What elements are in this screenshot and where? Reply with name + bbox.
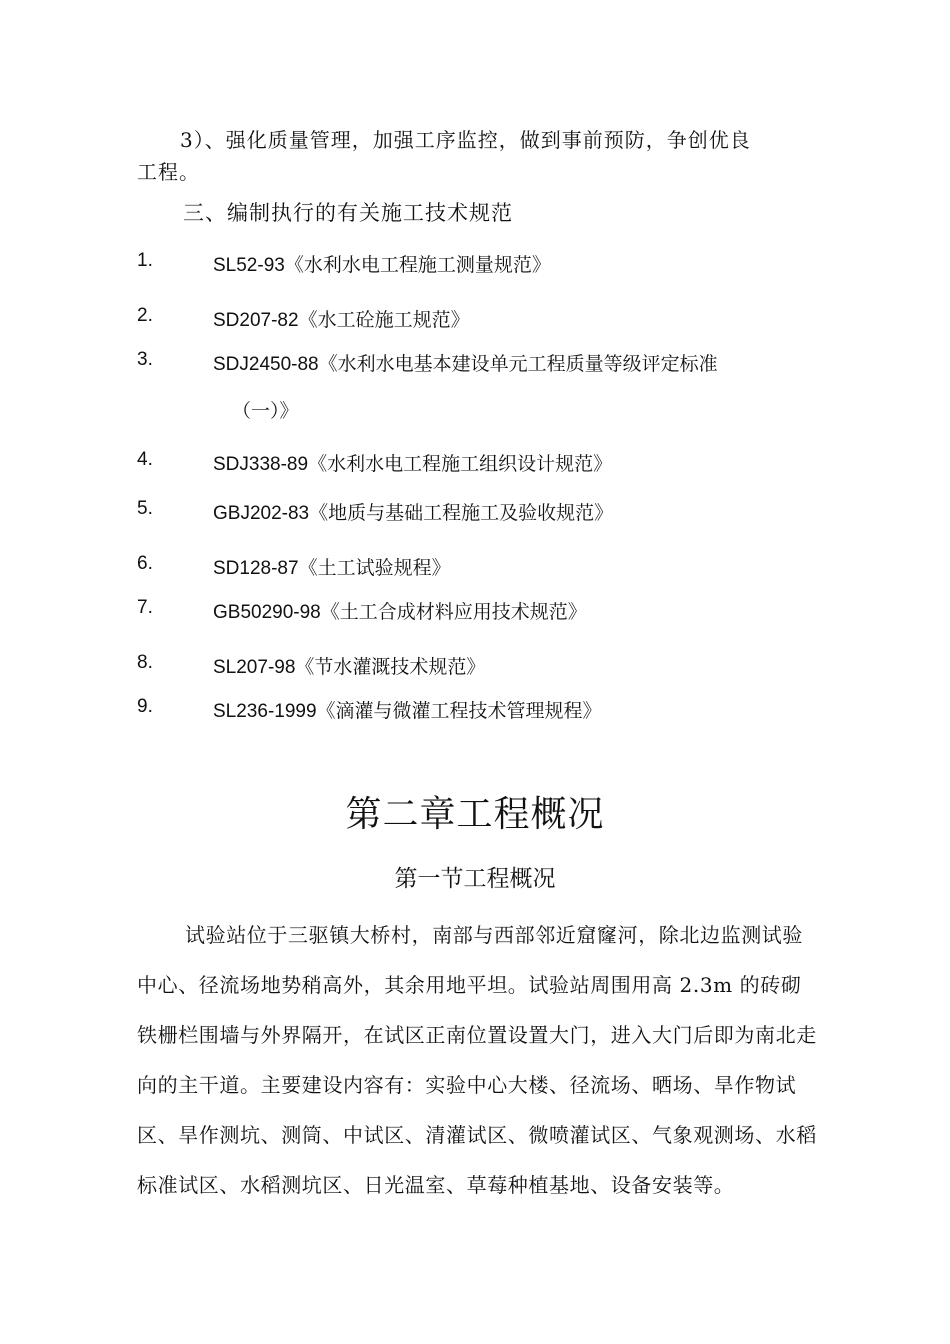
item-number: 1. bbox=[137, 250, 153, 271]
item-title: 《节水灌溉技术规范》 bbox=[295, 656, 486, 678]
item-text bbox=[213, 498, 613, 525]
item-number: 4. bbox=[137, 449, 153, 470]
intro-line-2: 工程。 bbox=[137, 160, 200, 184]
item-title: 《地质与基础工程施工及验收规范》 bbox=[309, 502, 614, 524]
item-code: SDJ2450-88 bbox=[213, 354, 319, 375]
item-code: SD207-82 bbox=[213, 310, 299, 331]
item-code: SD128-87 bbox=[213, 558, 299, 579]
item-title: 《水利水电工程施工测量规范》 bbox=[284, 254, 551, 276]
item-code: SL207-98 bbox=[213, 657, 296, 678]
item-number: 5. bbox=[137, 498, 153, 519]
item-text bbox=[213, 553, 451, 580]
item-text bbox=[213, 696, 602, 723]
item-title: 《土工合成材料应用技术规范》 bbox=[320, 601, 587, 623]
item-number: 9. bbox=[137, 696, 153, 717]
section-heading: 三、编制执行的有关施工技术规范 bbox=[183, 201, 513, 225]
item-title: 《滴灌与微灌工程技术管理规程》 bbox=[316, 700, 602, 722]
item-code: SL52-93 bbox=[213, 255, 285, 276]
item-title: 《水工砼施工规范》 bbox=[298, 309, 470, 331]
item-title: 《水利水电基本建设单元工程质量等级评定标准 bbox=[318, 353, 718, 375]
item-code: SL236-1999 bbox=[213, 701, 317, 722]
item-number: 2. bbox=[137, 305, 153, 326]
body-paragraph: 试验站位于三驱镇大桥村，南部与西部邻近窟窿河，除北边监测试验中心、径流场地势稍高外，其余用地平坦。试验站周围用高 2.3m 的砖砌铁栅栏围墙与外界隔开，在试区正南位置设置大门，进入大门后即为南北走向的主干道。主要建设内容有：实验中心大楼、径流场、晒场、旱作物试区、旱作测坑、测筒、中试区、清灌试区、微喷灌试区、气象观测场、水稻标准试区、水稻测坑区、日光温室、草莓种植基地、设备安装等。 bbox=[137, 923, 817, 1197]
item-number: 7. bbox=[137, 597, 153, 618]
item-text bbox=[213, 449, 612, 476]
item-code: SDJ338-89 bbox=[213, 454, 309, 475]
item-number: 6. bbox=[137, 553, 153, 574]
item-text bbox=[213, 597, 587, 624]
item-title: 《土工试验规程》 bbox=[298, 557, 451, 579]
item-text bbox=[213, 305, 470, 332]
item-continuation: （一）》 bbox=[232, 400, 299, 422]
item-text bbox=[213, 349, 718, 376]
item-code: GBJ202-83 bbox=[213, 503, 310, 524]
item-text bbox=[213, 250, 551, 277]
item-title: 《水利水电工程施工组织设计规范》 bbox=[308, 453, 613, 475]
item-text bbox=[213, 652, 485, 679]
chapter-title: 第二章工程概况 bbox=[345, 794, 605, 835]
item-code: GB50290-98 bbox=[213, 602, 321, 623]
item-number: 3. bbox=[137, 349, 153, 370]
section-title: 第一节工程概况 bbox=[394, 866, 556, 892]
intro-line-1: 3）、强化质量管理，加强工序监控，做到事前预防，争创优良 bbox=[180, 128, 751, 152]
item-number: 8. bbox=[137, 652, 153, 673]
